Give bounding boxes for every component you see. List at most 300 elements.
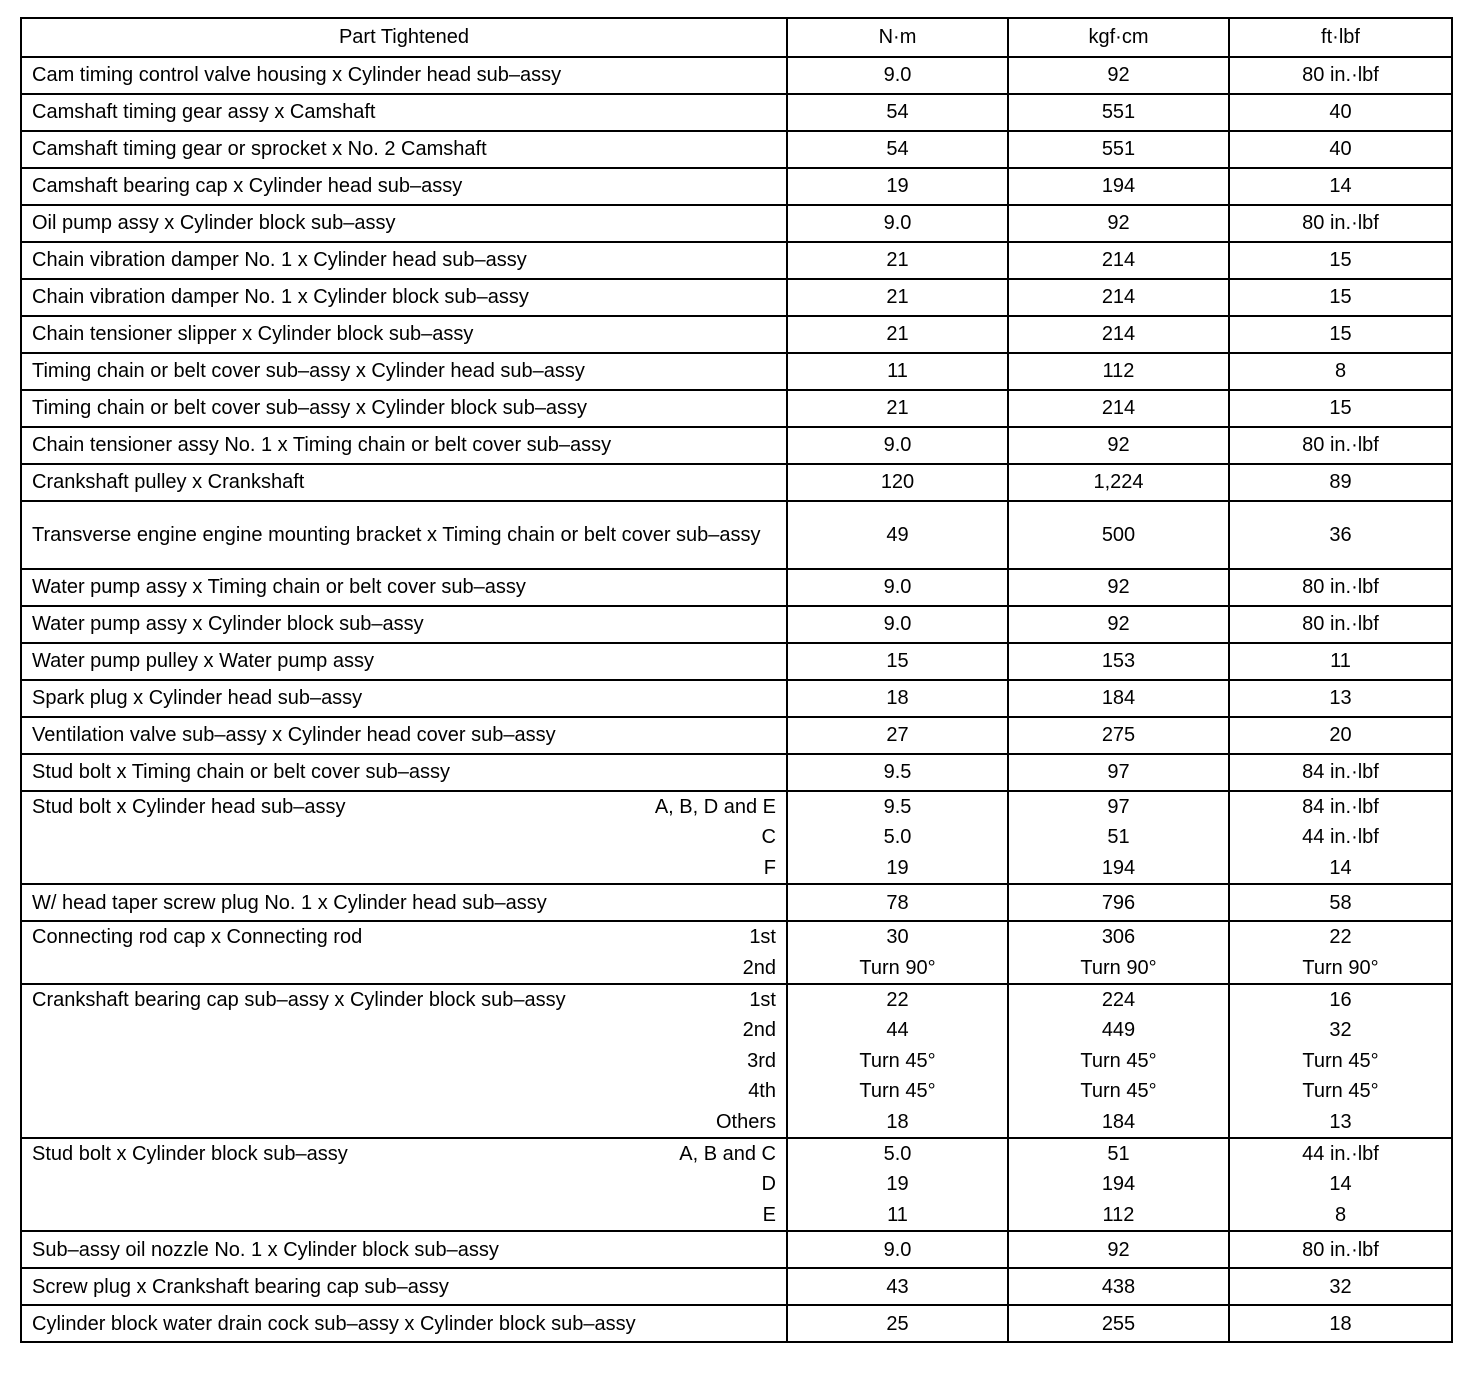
part-name: Chain tensioner slipper x Cylinder block sub–assy: [32, 323, 474, 346]
part-cell-content: [32, 1235, 776, 1265]
part-cell-content: [32, 97, 776, 127]
value-kgfcm: 112: [1102, 360, 1135, 383]
value-kgfcm: 97: [1107, 761, 1130, 784]
part-cell-content: [32, 1139, 776, 1230]
cell-kgfcm: [1008, 643, 1229, 680]
value-ftlbf: 20: [1329, 724, 1352, 747]
value-nm: 43: [886, 1275, 909, 1298]
value-kgfcm: 194: [1101, 175, 1136, 198]
value-nm: 54: [886, 101, 909, 124]
cell-nm: [787, 921, 1008, 984]
cell-nm: [787, 205, 1008, 242]
step-label: Others: [715, 1110, 776, 1133]
cell-ftlbf: [1229, 427, 1452, 464]
cell-ftlbf: [1229, 680, 1452, 717]
cell-kgfcm: [1008, 921, 1229, 984]
value-nm: 5.0: [883, 1143, 912, 1166]
part-cell-content: [32, 60, 776, 90]
header-kgfcm: kgf·cm: [1008, 18, 1229, 57]
value-kgfcm: 1,224: [1093, 471, 1144, 494]
cell-ftlbf: [1229, 643, 1452, 680]
value-nm: 19: [886, 1173, 909, 1196]
value-ftlbf: 89: [1329, 471, 1352, 494]
cell-nm: [787, 1231, 1008, 1268]
step-label: D: [761, 1173, 776, 1196]
part-name: Spark plug x Cylinder head sub–assy: [32, 687, 363, 710]
cell-nm: [787, 353, 1008, 390]
value-ftlbf: 18: [1329, 1312, 1352, 1335]
table-row: [21, 168, 1452, 205]
value-kgfcm: 214: [1101, 397, 1136, 420]
cell-part-tightened: [21, 754, 787, 791]
cell-kgfcm: [1008, 168, 1229, 205]
cell-kgfcm: [1008, 353, 1229, 390]
value-nm: 18: [886, 1110, 909, 1133]
header-row: [21, 18, 1452, 57]
cell-ftlbf: [1229, 316, 1452, 353]
value-ftlbf: Turn 90°: [1302, 956, 1379, 979]
header-ftlbf: ft·lbf: [1229, 18, 1452, 57]
part-name: Water pump assy x Cylinder block sub–assy: [32, 613, 424, 636]
cell-nm: [787, 427, 1008, 464]
cell-part-tightened: [21, 94, 787, 131]
cell-part-tightened: [21, 168, 787, 205]
part-cell-content: [32, 720, 776, 750]
cell-nm: [787, 680, 1008, 717]
value-nm: 44: [886, 1019, 909, 1042]
cell-ftlbf: [1229, 1138, 1452, 1231]
value-nm: 22: [886, 989, 909, 1012]
part-name: Connecting rod cap x Connecting rod: [32, 926, 363, 949]
value-nm: 25: [886, 1312, 909, 1335]
value-ftlbf: Turn 45°: [1302, 1080, 1379, 1103]
part-name: Chain vibration damper No. 1 x Cylinder block sub–assy: [32, 286, 529, 309]
cell-kgfcm: [1008, 94, 1229, 131]
value-kgfcm: Turn 45°: [1080, 1080, 1157, 1103]
value-ftlbf: 16: [1329, 989, 1352, 1012]
part-name: Timing chain or belt cover sub–assy x Cylinder block sub–assy: [32, 397, 588, 420]
table-row: [21, 569, 1452, 606]
part-cell-content: [32, 208, 776, 238]
value-ftlbf: 13: [1329, 1110, 1352, 1133]
cell-nm: [787, 606, 1008, 643]
cell-part-tightened: [21, 680, 787, 717]
table-row: [21, 464, 1452, 501]
value-nm: 9.5: [883, 761, 912, 784]
part-cell-content: [32, 134, 776, 164]
value-nm: 19: [886, 856, 909, 879]
step-label: F: [763, 856, 776, 879]
cell-nm: [787, 1268, 1008, 1305]
step-label: 3rd: [747, 1049, 776, 1072]
part-name: Camshaft timing gear assy x Camshaft: [32, 101, 376, 124]
cell-kgfcm: [1008, 242, 1229, 279]
value-ftlbf: 36: [1329, 523, 1352, 546]
cell-nm: [787, 501, 1008, 569]
part-cell-content: [32, 609, 776, 639]
cell-ftlbf: [1229, 1305, 1452, 1342]
value-kgfcm: 184: [1101, 687, 1136, 710]
value-nm: 15: [886, 650, 909, 673]
cell-part-tightened: [21, 242, 787, 279]
value-ftlbf: 40: [1329, 101, 1352, 124]
value-kgfcm: 51: [1107, 1143, 1130, 1166]
table-body: [21, 57, 1452, 1342]
value-kgfcm: 92: [1107, 1238, 1130, 1261]
cell-ftlbf: [1229, 984, 1452, 1138]
part-cell-content: [32, 922, 776, 983]
value-kgfcm: Turn 45°: [1080, 1049, 1157, 1072]
cell-nm: [787, 1138, 1008, 1231]
value-ftlbf: 80 in.·lbf: [1302, 212, 1379, 235]
step-label: 2nd: [742, 956, 776, 979]
cell-ftlbf: [1229, 1231, 1452, 1268]
table-row: [21, 316, 1452, 353]
value-ftlbf: 84 in.·lbf: [1302, 761, 1379, 784]
cell-part-tightened: [21, 1268, 787, 1305]
cell-kgfcm: [1008, 1231, 1229, 1268]
value-nm: 5.0: [883, 826, 912, 849]
cell-part-tightened: [21, 353, 787, 390]
part-name: W/ head taper screw plug No. 1 x Cylinder head sub–assy: [32, 891, 547, 914]
cell-kgfcm: [1008, 606, 1229, 643]
part-name: Camshaft timing gear or sprocket x No. 2 Camshaft: [32, 138, 487, 161]
value-nm: 9.0: [883, 576, 912, 599]
cell-part-tightened: [21, 501, 787, 569]
value-ftlbf: 13: [1329, 687, 1352, 710]
cell-nm: [787, 242, 1008, 279]
value-ftlbf: 14: [1329, 175, 1352, 198]
value-ftlbf: 15: [1329, 249, 1352, 272]
part-name: Crankshaft bearing cap sub–assy x Cylinder block sub–assy: [32, 989, 566, 1012]
cell-nm: [787, 643, 1008, 680]
cell-part-tightened: [21, 569, 787, 606]
cell-part-tightened: [21, 131, 787, 168]
cell-ftlbf: [1229, 131, 1452, 168]
value-ftlbf: 44 in.·lbf: [1302, 1143, 1379, 1166]
value-kgfcm: 184: [1101, 1110, 1136, 1133]
cell-nm: [787, 717, 1008, 754]
part-name: Stud bolt x Cylinder head sub–assy: [32, 796, 346, 818]
step-labels: [716, 985, 776, 1137]
cell-part-tightened: [21, 390, 787, 427]
value-ftlbf: 80 in.·lbf: [1302, 434, 1379, 457]
cell-part-tightened: [21, 643, 787, 680]
cell-kgfcm: [1008, 501, 1229, 569]
cell-ftlbf: [1229, 884, 1452, 921]
value-kgfcm: 92: [1107, 212, 1130, 235]
cell-nm: [787, 791, 1008, 884]
cell-kgfcm: [1008, 680, 1229, 717]
value-kgfcm: 551: [1101, 101, 1136, 124]
cell-nm: [787, 57, 1008, 94]
cell-part-tightened: [21, 1305, 787, 1342]
cell-ftlbf: [1229, 1268, 1452, 1305]
value-kgfcm: 449: [1101, 1019, 1136, 1042]
step-labels: [679, 1139, 776, 1230]
value-ftlbf: 58: [1329, 891, 1352, 914]
part-cell-content: [32, 282, 776, 312]
value-nm: 9.0: [883, 212, 912, 235]
step-labels: [743, 922, 776, 983]
table-row: [21, 279, 1452, 316]
cell-kgfcm: [1008, 464, 1229, 501]
cell-ftlbf: [1229, 464, 1452, 501]
value-ftlbf: 15: [1329, 286, 1352, 309]
table-row: [21, 680, 1452, 717]
table-row: [21, 57, 1452, 94]
cell-ftlbf: [1229, 390, 1452, 427]
value-kgfcm: 92: [1107, 613, 1130, 636]
part-name: Stud bolt x Timing chain or belt cover sub–assy: [32, 761, 450, 784]
part-cell-content: [32, 572, 776, 602]
value-ftlbf: 84 in.·lbf: [1302, 796, 1379, 818]
cell-ftlbf: [1229, 754, 1452, 791]
cell-kgfcm: [1008, 1138, 1229, 1231]
step-labels: [655, 792, 776, 883]
part-cell-content: [32, 245, 776, 275]
table-row: [21, 606, 1452, 643]
step-label: C: [761, 826, 776, 849]
cell-ftlbf: [1229, 57, 1452, 94]
cell-kgfcm: [1008, 717, 1229, 754]
value-ftlbf: 80 in.·lbf: [1302, 64, 1379, 87]
cell-kgfcm: [1008, 390, 1229, 427]
value-kgfcm: 214: [1101, 249, 1136, 272]
part-cell-content: [32, 171, 776, 201]
value-nm: 9.5: [883, 796, 912, 818]
part-cell-content: [32, 683, 776, 713]
cell-nm: [787, 1305, 1008, 1342]
value-ftlbf: 40: [1329, 138, 1352, 161]
table-row: [21, 921, 1452, 984]
cell-kgfcm: [1008, 316, 1229, 353]
value-nm: 78: [886, 891, 909, 914]
cell-part-tightened: [21, 984, 787, 1138]
part-cell-content: [32, 356, 776, 386]
cell-ftlbf: [1229, 242, 1452, 279]
cell-nm: [787, 984, 1008, 1138]
part-name: Cam timing control valve housing x Cylinder head sub–assy: [32, 64, 562, 87]
value-nm: 27: [886, 724, 909, 747]
table-row: [21, 427, 1452, 464]
header-nm: N·m: [787, 18, 1008, 57]
cell-ftlbf: [1229, 569, 1452, 606]
value-ftlbf: 80 in.·lbf: [1302, 1238, 1379, 1261]
table-row: [21, 353, 1452, 390]
value-kgfcm: 796: [1101, 891, 1136, 914]
step-label: E: [762, 1203, 776, 1226]
cell-kgfcm: [1008, 427, 1229, 464]
value-nm: 21: [886, 286, 909, 309]
cell-nm: [787, 390, 1008, 427]
part-name: Stud bolt x Cylinder block sub–assy: [32, 1143, 348, 1166]
table-row: [21, 1268, 1452, 1305]
cell-kgfcm: [1008, 569, 1229, 606]
cell-nm: [787, 131, 1008, 168]
cell-nm: [787, 754, 1008, 791]
cell-kgfcm: [1008, 131, 1229, 168]
value-kgfcm: 194: [1101, 856, 1136, 879]
table-row: [21, 131, 1452, 168]
part-cell-content: [32, 1272, 776, 1302]
value-kgfcm: 194: [1101, 1173, 1136, 1196]
step-label: A, B and C: [679, 1143, 776, 1166]
cell-part-tightened: [21, 606, 787, 643]
cell-part-tightened: [21, 921, 787, 984]
value-kgfcm: 255: [1101, 1312, 1136, 1335]
table-row: [21, 501, 1452, 569]
table-header: [21, 18, 1452, 57]
part-cell-content: [32, 646, 776, 676]
cell-ftlbf: [1229, 921, 1452, 984]
part-cell-content: [32, 1309, 776, 1339]
table-row: [21, 1305, 1452, 1342]
value-kgfcm: 275: [1101, 724, 1136, 747]
value-nm: Turn 45°: [859, 1080, 936, 1103]
cell-nm: [787, 316, 1008, 353]
value-nm: 11: [887, 360, 908, 383]
step-label: 2nd: [742, 1019, 776, 1042]
cell-part-tightened: [21, 1231, 787, 1268]
cell-nm: [787, 884, 1008, 921]
step-label: A, B, D and E: [654, 796, 776, 818]
value-nm: 49: [886, 523, 909, 546]
cell-kgfcm: [1008, 1268, 1229, 1305]
value-nm: 18: [886, 687, 909, 710]
value-kgfcm: 92: [1107, 434, 1130, 457]
value-nm: 21: [886, 397, 909, 420]
value-kgfcm: 153: [1101, 650, 1136, 673]
table-row: [21, 754, 1452, 791]
cell-kgfcm: [1008, 884, 1229, 921]
value-nm: 21: [886, 323, 909, 346]
value-nm: 30: [886, 926, 909, 949]
value-kgfcm: 214: [1101, 323, 1136, 346]
step-label: 1st: [749, 926, 776, 949]
part-cell-content: [32, 757, 776, 787]
value-nm: 21: [886, 249, 909, 272]
step-label: 4th: [748, 1080, 776, 1103]
value-ftlbf: 22: [1329, 926, 1352, 949]
value-ftlbf: 32: [1329, 1019, 1352, 1042]
cell-kgfcm: [1008, 279, 1229, 316]
value-ftlbf: 8: [1334, 360, 1347, 383]
value-nm: Turn 90°: [859, 956, 936, 979]
value-kgfcm: 214: [1101, 286, 1136, 309]
cell-nm: [787, 279, 1008, 316]
value-kgfcm: 306: [1101, 926, 1136, 949]
part-cell-content: [32, 393, 776, 423]
table-row: [21, 242, 1452, 279]
value-nm: 9.0: [883, 434, 912, 457]
cell-kgfcm: [1008, 754, 1229, 791]
cell-part-tightened: [21, 884, 787, 921]
table-row: [21, 717, 1452, 754]
part-name: Transverse engine engine mounting bracket x Timing chain or belt cover sub–assy: [32, 523, 761, 546]
table-row: [21, 94, 1452, 131]
value-ftlbf: 44 in.·lbf: [1302, 826, 1379, 849]
part-name: Crankshaft pulley x Crankshaft: [32, 471, 305, 494]
table-row: [21, 390, 1452, 427]
value-nm: 120: [880, 471, 915, 494]
part-cell-content: [32, 467, 776, 497]
value-ftlbf: 80 in.·lbf: [1302, 613, 1379, 636]
cell-kgfcm: [1008, 1305, 1229, 1342]
part-name: Water pump assy x Timing chain or belt cover sub–assy: [32, 576, 526, 599]
part-cell-content: [32, 888, 776, 918]
value-ftlbf: 11: [1330, 650, 1351, 673]
cell-ftlbf: [1229, 606, 1452, 643]
cell-part-tightened: [21, 1138, 787, 1231]
value-nm: 11: [887, 1203, 908, 1226]
step-label: 1st: [749, 989, 776, 1012]
value-nm: 54: [886, 138, 909, 161]
table-row: [21, 643, 1452, 680]
cell-part-tightened: [21, 205, 787, 242]
cell-part-tightened: [21, 717, 787, 754]
cell-kgfcm: [1008, 205, 1229, 242]
value-nm: Turn 45°: [859, 1049, 936, 1072]
part-name: Chain tensioner assy No. 1 x Timing chain or belt cover sub–assy: [32, 434, 612, 457]
cell-kgfcm: [1008, 57, 1229, 94]
cell-ftlbf: [1229, 501, 1452, 569]
table-row: [21, 1138, 1452, 1231]
value-kgfcm: 224: [1101, 989, 1136, 1012]
torque-spec-table: [20, 17, 1453, 1343]
cell-ftlbf: [1229, 94, 1452, 131]
part-cell-content: [32, 520, 776, 550]
value-ftlbf: 14: [1329, 1173, 1352, 1196]
cell-nm: [787, 168, 1008, 205]
value-kgfcm: Turn 90°: [1080, 956, 1157, 979]
part-cell-content: [32, 985, 776, 1137]
table-row: [21, 791, 1452, 884]
part-name: Ventilation valve sub–assy x Cylinder head cover sub–assy: [32, 724, 556, 747]
part-name: Camshaft bearing cap x Cylinder head sub–assy: [32, 175, 463, 198]
cell-part-tightened: [21, 464, 787, 501]
cell-part-tightened: [21, 791, 787, 884]
cell-ftlbf: [1229, 717, 1452, 754]
cell-kgfcm: [1008, 791, 1229, 884]
value-ftlbf: 32: [1329, 1275, 1352, 1298]
cell-part-tightened: [21, 427, 787, 464]
cell-nm: [787, 94, 1008, 131]
value-nm: 9.0: [883, 64, 912, 87]
header-part-tightened: Part Tightened: [21, 18, 787, 57]
part-name: Water pump pulley x Water pump assy: [32, 650, 374, 673]
part-name: Oil pump assy x Cylinder block sub–assy: [32, 212, 396, 235]
table-row: [21, 884, 1452, 921]
part-name: Timing chain or belt cover sub–assy x Cylinder head sub–assy: [32, 360, 585, 383]
cell-ftlbf: [1229, 205, 1452, 242]
table-row: [21, 984, 1452, 1138]
value-nm: 9.0: [883, 613, 912, 636]
cell-ftlbf: [1229, 279, 1452, 316]
table-row: [21, 1231, 1452, 1268]
value-ftlbf: 8: [1334, 1203, 1347, 1226]
value-kgfcm: 500: [1101, 523, 1136, 546]
table-row: [21, 205, 1452, 242]
part-cell-content: [32, 792, 776, 883]
value-kgfcm: 112: [1102, 1203, 1135, 1226]
value-kgfcm: 51: [1107, 826, 1130, 849]
value-kgfcm: 438: [1101, 1275, 1136, 1298]
cell-nm: [787, 464, 1008, 501]
cell-nm: [787, 569, 1008, 606]
value-ftlbf: Turn 45°: [1302, 1049, 1379, 1072]
value-kgfcm: 97: [1107, 796, 1130, 818]
